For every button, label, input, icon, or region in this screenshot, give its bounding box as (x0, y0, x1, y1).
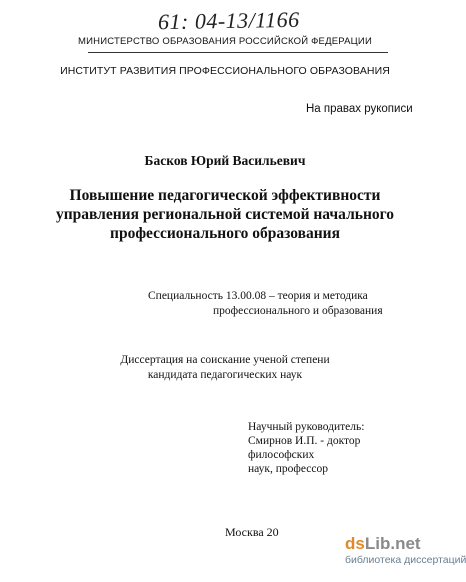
ministry-heading: МИНИСТЕРСТВО ОБРАЗОВАНИЯ РОССИЙСКОЙ ФЕДЕРАЦИИ (78, 36, 372, 47)
supervisor-line: наук, профессор (248, 463, 328, 475)
degree-line-2: кандидата педагогических наук (147, 369, 303, 381)
dslib-logo (345, 535, 466, 553)
dslib-watermark[interactable] (345, 535, 466, 566)
logo-lib: Lib (364, 534, 391, 553)
handwritten-catalog-code: 61: 04-13/1166 (157, 6, 300, 35)
title-line: Повышение педагогической эффективности (69, 187, 381, 204)
specialty-line-2: профессионального и образования (213, 305, 383, 317)
header-divider (88, 52, 388, 53)
supervisor-line: Научный руководитель: (248, 421, 365, 433)
degree-statement (0, 353, 450, 383)
supervisor-line: философских (248, 449, 315, 461)
logo-net: .net (390, 534, 421, 553)
supervisor-block (248, 420, 364, 476)
manuscript-note: На правах рукописи (306, 103, 413, 115)
city-year: Москва 20 (225, 525, 279, 539)
supervisor-line: Смирнов И.П. - доктор (248, 435, 361, 447)
specialty-line-1: Специальность 13.00.08 – теория и методика (148, 290, 368, 302)
watermark-caption: библиотека диссертаций (345, 554, 466, 566)
degree-line-1: Диссертация на соискание ученой степени (120, 354, 330, 366)
institute-heading: ИНСТИТУТ РАЗВИТИЯ ПРОФЕССИОНАЛЬНОГО ОБРАЗОВАНИЯ (60, 65, 390, 77)
title-line: профессионального образования (110, 225, 340, 242)
title-line: управления региональной системой начального (55, 206, 395, 223)
dissertation-title (40, 186, 410, 243)
logo-ds: ds (345, 534, 365, 553)
author-name: Басков Юрий Васильевич (144, 153, 306, 168)
